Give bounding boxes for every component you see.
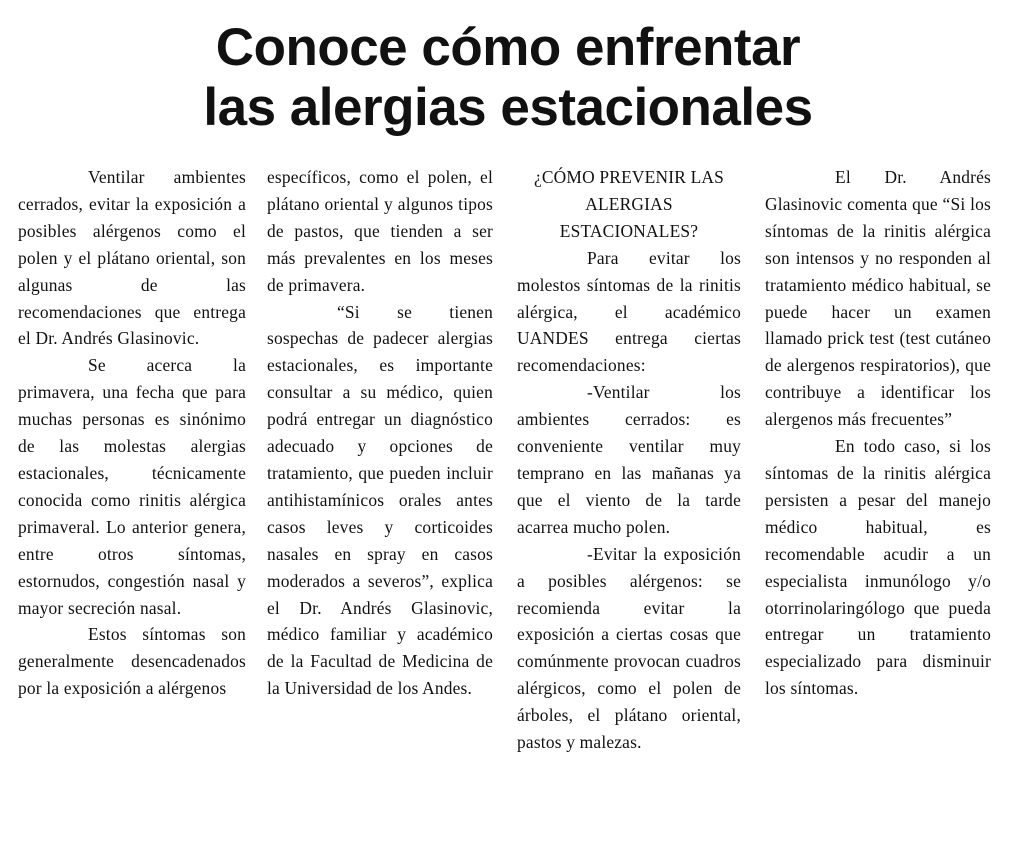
headline-line-2: las alergias estacionales — [203, 78, 813, 137]
article-column-4 — [765, 164, 991, 702]
article-column-2 — [267, 164, 493, 702]
col1-paragraph-1: Ventilar ambientes cerrados, evitar la exposición a posibles alérgenos como el polen y el plátano oriental, son algunas de las recomendaciones que entrega el Dr. Andrés Glasinovic. — [18, 167, 246, 349]
article-column-3 — [517, 164, 741, 756]
col1-paragraph-2: Se acerca la primavera, una fecha que para muchas personas es sinónimo de las molestas alergias estacionales, técnicamente conocida como rinitis alérgica primaveral. Lo anterior genera, entre otros síntomas, estornudos, congestión nasal y mayor secreción nasal. — [18, 355, 246, 618]
col2-paragraph-1: específicos, como el polen, el plátano oriental y algunos tipos de pastos, que tienden a ser más prevalentes en los meses de primavera. — [267, 167, 493, 295]
col2-paragraph-2: “Si se tienen sospechas de padecer alergias estacionales, es importante consultar a su médico, quien podrá entregar un diagnóstico adecuado y opciones de tratamiento, que pueden incluir antihistamínicos orales antes casos leves y corticoides nasales en spray en casos moderados a severos”, explica el Dr. Andrés Glasinovic, médico familiar y académico de la Facultad de Medicina de la Universidad de los Andes. — [267, 301, 493, 699]
article-headline — [0, 18, 1016, 138]
col3-paragraph-2: -Ventilar los ambientes cerrados: es conveniente ventilar muy temprano en las mañanas ya que el viento de la tarde acarrea mucho polen. — [517, 382, 741, 537]
col3-paragraph-3: -Evitar la exposición a posibles alérgenos: se recomienda evitar la exposición a ciertas cosas que comúnmente provocan cuadros alérgicos, como el polen de árboles, el plátano oriental, pastos y malezas. — [517, 543, 741, 753]
col4-paragraph-1: El Dr. Andrés Glasinovic comenta que “Si los síntomas de la rinitis alérgica son intensos y no responden al tratamiento médico habitual, se puede hacer un examen llamado prick test (test cutáneo de alergenos respiratorios), que contribuye a identificar los alergenos más frecuentes” — [765, 167, 991, 430]
col3-paragraph-1: Para evitar los molestos síntomas de la rinitis alérgica, el académico UANDES entrega ciertas recomendaciones: — [517, 247, 741, 376]
article-column-1 — [18, 164, 246, 702]
col1-paragraph-3: Estos síntomas son generalmente desencadenados por la exposición a alérgenos — [18, 624, 246, 699]
headline-line-1: Conoce cómo enfrentar — [215, 18, 801, 77]
section-heading: ¿CÓMO PREVENIR LAS ALERGIAS ESTACIONALES? — [533, 167, 725, 241]
col4-paragraph-2: En todo caso, si los síntomas de la rinitis alérgica persisten a pesar del manejo médico habitual, es recomendable acudir a un especialista inmunólogo y/o otorrinolaringólogo que pueda entregar un tratamiento especializado para disminuir los síntomas. — [765, 436, 991, 699]
